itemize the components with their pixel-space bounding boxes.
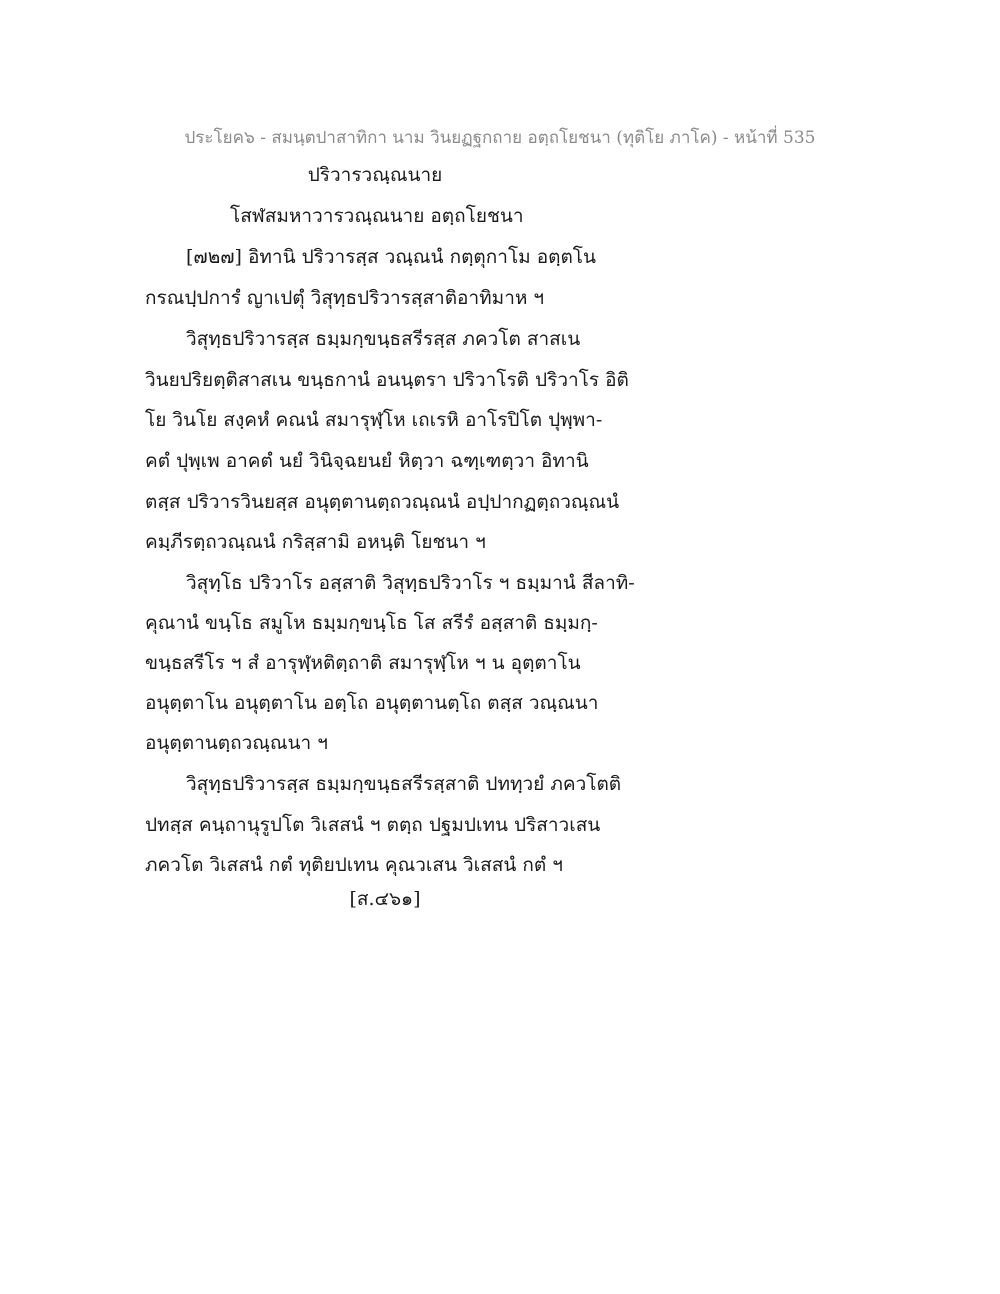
body-line: ปทสฺส คนฺถานุรูปโต วิเสสนํ ฯ ตตฺถ ปฐมปเทน ปริสาวเสน	[145, 814, 601, 836]
body-line: คมฺภีรตฺถวณฺณนํ กริสฺสามิ อหนฺติ โยชนา ฯ	[145, 531, 486, 553]
running-header: ประโยค๖ - สมนฺตปาสาทิกา นาม วินยฏฐกถาย อตฺถโยชนา (ทุติโย ภาโค) - หน้าที่ 535	[184, 128, 816, 148]
page-reference: [ส.๔๖๑]	[349, 888, 421, 910]
body-line: ภควโต วิเสสนํ กตํ ทุติยปเทน คุณวเสน วิเสสนํ กตํ ฯ	[145, 854, 563, 876]
subsection-title: โสฬสมหาวารวณฺณนาย อตฺถโยชนา	[230, 205, 524, 227]
section-title: ปริวารวณฺณนาย	[307, 164, 443, 186]
body-line: กรณปฺปการํ ญาเปตุํ วิสุทฺธปริวารสฺสาติอาทิมาห ฯ	[145, 287, 545, 309]
body-line: อนุตฺตาโน อนุตฺตาโน อตฺโถ อนุตฺตานตฺโถ ตสฺส วณฺณนา	[145, 692, 599, 714]
body-line: คุณานํ ขนฺโธ สมูโห ธมฺมกฺขนฺโธ โส สรีรํ อสฺสาติ ธมฺมกฺ-	[145, 612, 598, 634]
body-line: ตสฺส ปริวารวินยสฺส อนุตฺตานตฺถวณฺณนํ อปฺปากฏตฺถวณฺณนํ	[145, 491, 620, 513]
body-line: วินยปริยตฺติสาสเน ขนฺธกานํ อนนฺตรา ปริวาโรติ ปริวาโร อิติ	[145, 369, 629, 391]
body-line: วิสุทฺโธ ปริวาโร อสฺสาติ วิสุทฺธปริวาโร ฯ ธมฺมานํ สีลาทิ-	[186, 572, 635, 594]
body-line: ขนฺธสรีโร ฯ สํ อารุฬฺหติตฺถาติ สมารุฬฺโห ฯ น อุตฺตาโน	[145, 652, 581, 674]
body-line: [๗๒๗] อิทานิ ปริวารสฺส วณฺณนํ กตฺตุกาโม อตฺตโน	[186, 246, 596, 268]
body-line: วิสุทฺธปริวารสฺส ธมฺมกฺขนฺธสรีรสฺสาติ ปททฺวยํ ภควโตติ	[186, 773, 622, 795]
body-line: อนุตฺตานตฺถวณฺณนา ฯ	[145, 732, 328, 754]
body-line: วิสุทฺธปริวารสฺส ธมฺมกฺขนฺธสรีรสฺส ภควโต สาสเน	[186, 328, 581, 350]
body-line: โย วินโย สงฺคหํ คณนํ สมารุฬฺโห เถเรหิ อาโรปิโต ปุพฺพา-	[145, 409, 603, 431]
body-line: คตํ ปุพฺเพ อาคตํ นยํ วินิจฺฉยนยํ หิตฺวา ฉฑฺเฑตฺวา อิทานิ	[145, 450, 589, 472]
